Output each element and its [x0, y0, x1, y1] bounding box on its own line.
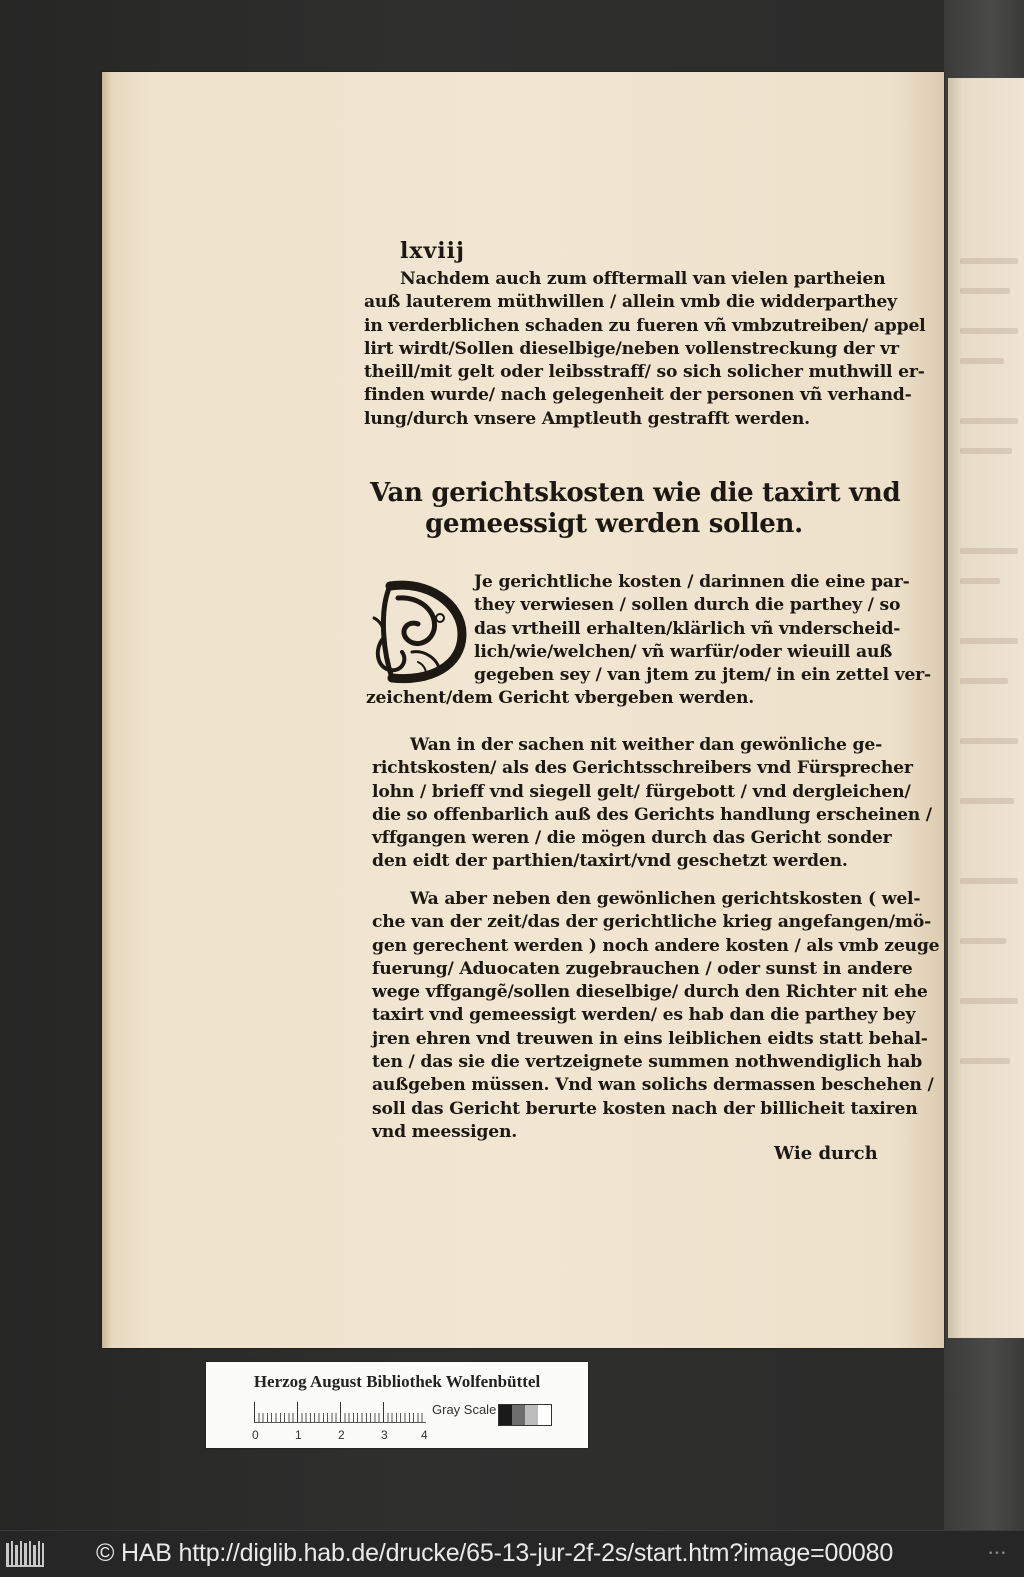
text-line: che van der zeit/das der gerichtliche krieg angefangen/mö-	[372, 912, 932, 933]
text-line: finden wurde/ nach gelegenheit der personen vñ verhand-	[364, 385, 912, 406]
paragraph-4	[372, 888, 940, 1144]
text-line: Wan in der sachen nit weither dan gewönliche ge-	[410, 735, 883, 755]
text-line: den eidt der parthien/taxirt/vnd geschetzt werden.	[372, 851, 848, 872]
section-heading	[370, 478, 901, 540]
text-line: das vrtheill erhalten/klärlich vñ vnderscheid-	[474, 618, 901, 639]
text-line: auß lauterem müthwillen / allein vmb die widderparthey	[364, 292, 897, 313]
heading-line: gemeessigt werden sollen.	[425, 509, 803, 539]
scale-number: 3	[381, 1428, 388, 1442]
hab-logo-icon	[4, 1539, 46, 1569]
copyright-url: © HAB http://diglib.hab.de/drucke/65-13-jur-2f-2s/start.htm?image=00080	[96, 1539, 894, 1567]
scale-number: 4	[421, 1428, 428, 1442]
scale-number: 0	[252, 1428, 259, 1442]
gray-swatch	[525, 1405, 538, 1425]
heading-line: Van gerichtskosten wie die taxirt vnd	[370, 478, 901, 508]
scale-ruler-major-ticks	[254, 1402, 426, 1422]
text-line: soll das Gericht berurte kosten nach der billicheit taxiren	[372, 1098, 918, 1119]
text-line: wege vffgangẽ/sollen dieselbige/ durch den Richter nit ehe	[372, 982, 928, 1003]
text-line: Je gerichtliche kosten / darinnen die eine par-	[474, 572, 910, 592]
gray-swatch	[499, 1405, 512, 1425]
paragraph-2	[366, 571, 931, 711]
text-line: lohn / brieff vnd siegell gelt/ fürgebott / vnd dergleichen/	[372, 781, 911, 802]
text-line: ten / das sie die vertzeignete summen nothwendiglich hab	[372, 1052, 923, 1073]
scale-number: 1	[295, 1428, 302, 1442]
text-line: jren ehren vnd treuwen in eins leiblichen eidts statt behal-	[372, 1028, 928, 1049]
gray-scale-swatches	[498, 1404, 552, 1426]
text-line: gegeben sey / van jtem zu jtem/ in ein zettel ver-	[474, 665, 931, 686]
library-color-label	[206, 1362, 588, 1448]
text-line: taxirt vnd gemeessigt werden/ es hab dan die parthey bey	[372, 1005, 916, 1026]
text-line: fuerung/ Aduocaten zugebrauchen / oder sunst in andere	[372, 958, 913, 979]
scale-number: 2	[338, 1428, 345, 1442]
text-line: außgeben müssen. Vnd wan solichs dermassen beschehen /	[372, 1075, 934, 1096]
text-line: die so offenbarlich auß des Gerichts handlung erscheinen /	[372, 804, 932, 825]
text-line: richtskosten/ als des Gerichtsschreibers vnd Fürsprecher	[372, 758, 913, 779]
text-line: lirt wirdt/Sollen dieselbige/neben vollenstreckung der vr	[364, 338, 899, 359]
paragraph-3	[372, 734, 932, 874]
text-line: lung/durch vnsere Amptleuth gestrafft werden.	[364, 408, 810, 429]
more-options-icon[interactable]: •••	[988, 1549, 1007, 1559]
text-line: vnd meessigen.	[372, 1121, 518, 1142]
folio-number: lxviij	[400, 238, 465, 264]
catchword: Wie durch	[774, 1143, 878, 1164]
gray-swatch	[512, 1405, 525, 1425]
gray-swatch	[538, 1405, 551, 1425]
text-line: Wa aber neben den gewönlichen gerichtskosten ( wel-	[410, 889, 921, 909]
text-line: theill/mit gelt oder leibsstraff/ so sich solicher muthwill er-	[364, 362, 925, 383]
gray-scale-label: Gray Scale	[432, 1402, 497, 1417]
text-line: they verwiesen / sollen durch die parthey / so	[474, 595, 901, 616]
facing-page-edge	[948, 78, 1024, 1338]
text-line: in verderblichen schaden zu fueren vñ vmbzutreiben/ appel	[364, 315, 926, 336]
text-line: vffgangen weren / die mögen durch das Gericht sonder	[372, 828, 892, 849]
paragraph-1	[364, 268, 926, 431]
text-line: zeichent/dem Gericht vbergeben werden.	[366, 688, 755, 709]
text-line: lich/wie/welchen/ vñ warfür/oder wieuill auß	[474, 641, 893, 662]
text-line: gen gerechent werden ) noch andere kosten / als vmb zeuge	[372, 935, 940, 956]
library-name: Herzog August Bibliothek Wolfenbüttel	[253, 1372, 541, 1391]
viewer-footer	[0, 1530, 1024, 1577]
text-line: Nachdem auch zum offtermall van vielen partheien	[400, 269, 886, 289]
